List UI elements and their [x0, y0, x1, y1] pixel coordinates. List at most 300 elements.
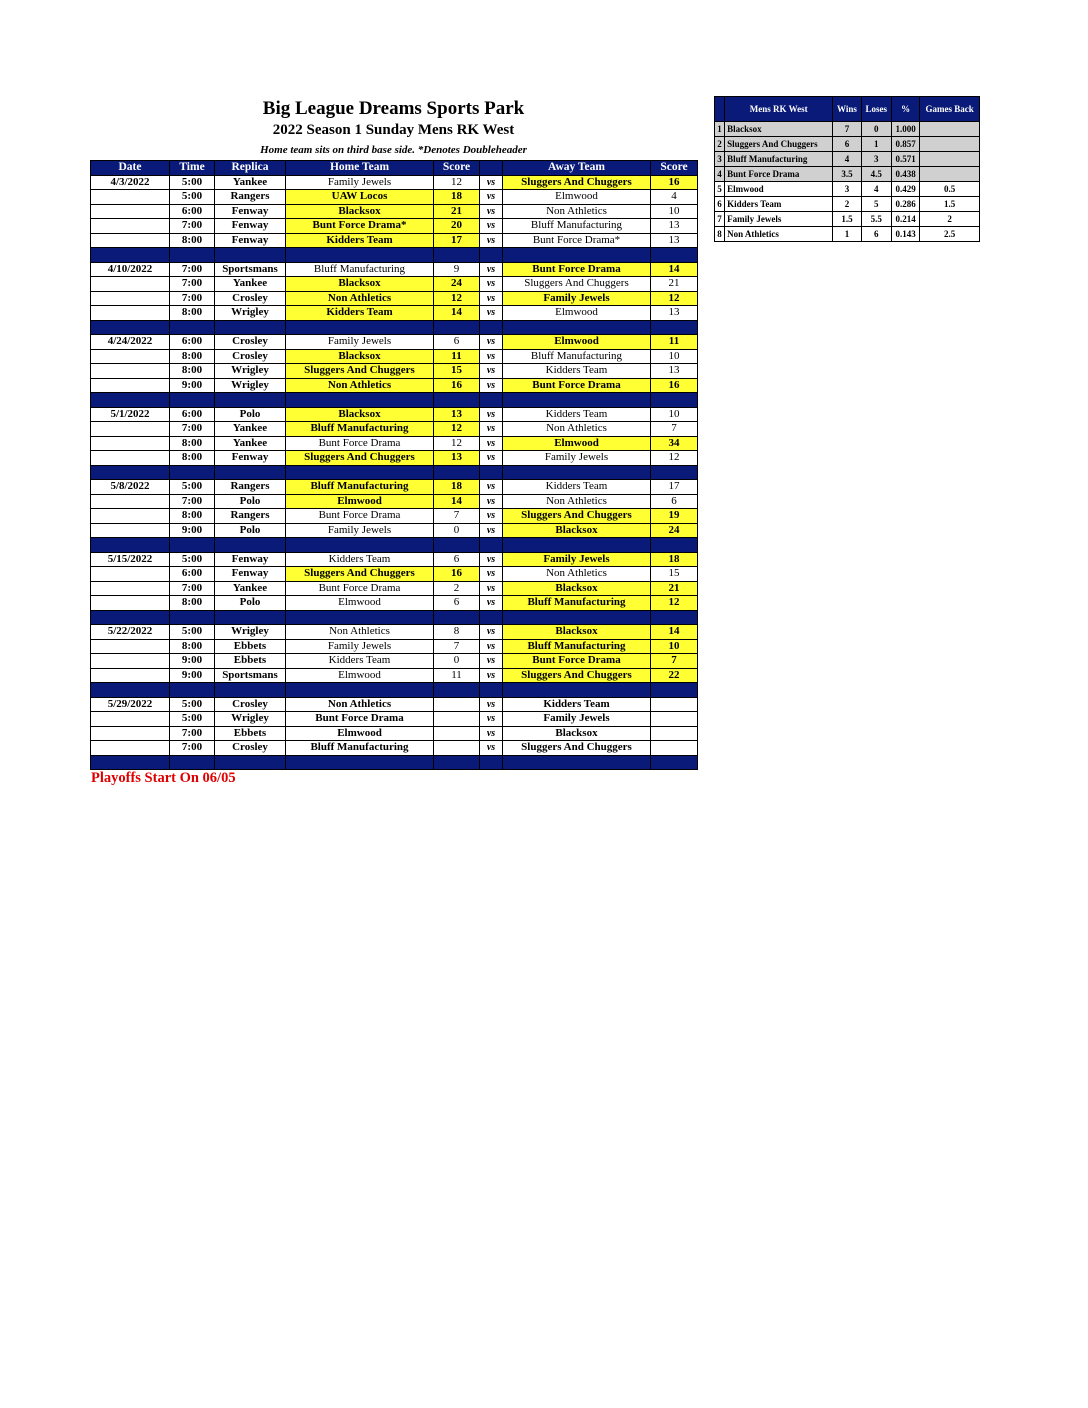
separator-cell: [91, 755, 170, 770]
separator-cell: [286, 320, 434, 335]
separator-cell: [91, 393, 170, 408]
page-title: Big League Dreams Sports Park: [262, 98, 525, 119]
table-row: [91, 219, 698, 234]
home-team: Non Athletics: [286, 291, 434, 306]
table-row: [91, 480, 698, 495]
home-score: 11: [434, 349, 480, 364]
home-score: 7: [434, 509, 480, 524]
game-date: [91, 494, 170, 509]
standings-header-games-back: Games Back: [920, 97, 980, 122]
game-field: Crosley: [215, 335, 286, 350]
table-row: [91, 523, 698, 538]
standings-pct: 0.429: [891, 182, 919, 197]
table-row: [91, 364, 698, 379]
vs-label: vs: [480, 581, 503, 596]
standings-pct: 0.143: [891, 227, 919, 242]
separator-cell: [215, 393, 286, 408]
separator-cell: [215, 755, 286, 770]
game-date: [91, 306, 170, 321]
standings-pct: 0.857: [891, 137, 919, 152]
game-field: Wrigley: [215, 364, 286, 379]
game-date: [91, 639, 170, 654]
standings-header-division: Mens RK West: [725, 97, 833, 122]
away-team: Kidders Team: [503, 480, 651, 495]
separator-cell: [434, 610, 480, 625]
week-separator: [91, 393, 698, 408]
game-date: [91, 581, 170, 596]
away-team: Bunt Force Drama: [503, 378, 651, 393]
home-team: UAW Locos: [286, 190, 434, 205]
game-field: Yankee: [215, 422, 286, 437]
game-date: [91, 233, 170, 248]
away-team: Elmwood: [503, 335, 651, 350]
home-team: Elmwood: [286, 668, 434, 683]
header-home-score: Score: [434, 161, 480, 176]
separator-cell: [91, 465, 170, 480]
separator-cell: [480, 538, 503, 553]
game-field: Rangers: [215, 480, 286, 495]
away-team: Sluggers And Chuggers: [503, 509, 651, 524]
separator-cell: [170, 683, 215, 698]
away-score: 12: [651, 596, 698, 611]
game-time: 8:00: [170, 509, 215, 524]
home-team: Elmwood: [286, 596, 434, 611]
game-time: 5:00: [170, 480, 215, 495]
home-score: 14: [434, 494, 480, 509]
game-field: Sportsmans: [215, 668, 286, 683]
table-row: [91, 233, 698, 248]
separator-cell: [170, 393, 215, 408]
home-team: Sluggers And Chuggers: [286, 364, 434, 379]
away-team: Sluggers And Chuggers: [503, 741, 651, 756]
table-row: [91, 596, 698, 611]
home-team: Bunt Force Drama: [286, 712, 434, 727]
vs-label: vs: [480, 712, 503, 727]
away-team: Sluggers And Chuggers: [503, 668, 651, 683]
home-team: Elmwood: [286, 726, 434, 741]
home-team: Bunt Force Drama*: [286, 219, 434, 234]
away-score: 13: [651, 364, 698, 379]
away-team: Bunt Force Drama: [503, 654, 651, 669]
standings-team: Sluggers And Chuggers: [725, 137, 833, 152]
standings-games-back: [920, 152, 980, 167]
away-team: Kidders Team: [503, 697, 651, 712]
standings-rank: 8: [715, 227, 725, 242]
separator-cell: [480, 320, 503, 335]
table-row: [91, 567, 698, 582]
game-time: 8:00: [170, 349, 215, 364]
home-team: Blacksox: [286, 277, 434, 292]
schedule-table: [90, 160, 698, 770]
separator-cell: [91, 248, 170, 263]
standings-wins: 1.5: [833, 212, 861, 227]
header-replica: Replica: [215, 161, 286, 176]
standings-loses: 0: [861, 122, 891, 137]
separator-cell: [286, 755, 434, 770]
home-team: Bunt Force Drama: [286, 581, 434, 596]
vs-label: vs: [480, 436, 503, 451]
standings-rank: 7: [715, 212, 725, 227]
separator-cell: [503, 320, 651, 335]
away-score: 7: [651, 654, 698, 669]
standings-header-loses: Loses: [861, 97, 891, 122]
away-score: 15: [651, 567, 698, 582]
away-score: [651, 726, 698, 741]
separator-cell: [651, 538, 698, 553]
game-time: 5:00: [170, 625, 215, 640]
away-score: 16: [651, 378, 698, 393]
game-time: 9:00: [170, 523, 215, 538]
game-date: [91, 567, 170, 582]
standings-header-pct: %: [891, 97, 919, 122]
standings-loses: 4.5: [861, 167, 891, 182]
standings-row: [715, 122, 980, 137]
game-date: 5/15/2022: [91, 552, 170, 567]
away-score: 14: [651, 625, 698, 640]
away-score: 10: [651, 349, 698, 364]
home-team: Kidders Team: [286, 306, 434, 321]
game-field: Yankee: [215, 175, 286, 190]
home-score: 16: [434, 378, 480, 393]
vs-label: vs: [480, 451, 503, 466]
game-date: [91, 378, 170, 393]
standings-pct: 1.000: [891, 122, 919, 137]
standings-pct: 0.571: [891, 152, 919, 167]
vs-label: vs: [480, 639, 503, 654]
separator-cell: [480, 683, 503, 698]
standings-row: [715, 197, 980, 212]
game-field: Fenway: [215, 451, 286, 466]
game-time: 8:00: [170, 596, 215, 611]
home-team: Bluff Manufacturing: [286, 262, 434, 277]
home-team: Sluggers And Chuggers: [286, 451, 434, 466]
game-time: 9:00: [170, 378, 215, 393]
game-date: 4/10/2022: [91, 262, 170, 277]
game-field: Yankee: [215, 277, 286, 292]
vs-label: vs: [480, 291, 503, 306]
standings-team: Non Athletics: [725, 227, 833, 242]
away-score: 10: [651, 407, 698, 422]
table-row: [91, 277, 698, 292]
separator-cell: [503, 683, 651, 698]
vs-label: vs: [480, 262, 503, 277]
game-time: 6:00: [170, 204, 215, 219]
separator-cell: [651, 683, 698, 698]
game-date: [91, 654, 170, 669]
vs-label: vs: [480, 480, 503, 495]
table-row: [91, 552, 698, 567]
standings-header-wins: Wins: [833, 97, 861, 122]
home-score: 6: [434, 552, 480, 567]
standings-loses: 1: [861, 137, 891, 152]
standings-loses: 5.5: [861, 212, 891, 227]
table-row: [91, 654, 698, 669]
header-date: Date: [91, 161, 170, 176]
game-date: 5/1/2022: [91, 407, 170, 422]
separator-cell: [434, 320, 480, 335]
game-time: 7:00: [170, 291, 215, 306]
game-field: Wrigley: [215, 712, 286, 727]
away-score: 13: [651, 306, 698, 321]
home-score: 20: [434, 219, 480, 234]
vs-label: vs: [480, 552, 503, 567]
separator-cell: [170, 465, 215, 480]
home-score: 21: [434, 204, 480, 219]
header-vs: [480, 161, 503, 176]
home-team: Family Jewels: [286, 523, 434, 538]
standings-header-rank: [715, 97, 725, 122]
home-score: 6: [434, 335, 480, 350]
game-time: 7:00: [170, 219, 215, 234]
game-time: 8:00: [170, 306, 215, 321]
separator-cell: [215, 683, 286, 698]
vs-label: vs: [480, 364, 503, 379]
game-field: Rangers: [215, 190, 286, 205]
game-field: Crosley: [215, 741, 286, 756]
standings-row: [715, 227, 980, 242]
away-score: 16: [651, 175, 698, 190]
separator-cell: [651, 393, 698, 408]
vs-label: vs: [480, 567, 503, 582]
away-score: 11: [651, 335, 698, 350]
game-field: Fenway: [215, 552, 286, 567]
separator-cell: [170, 320, 215, 335]
away-team: Kidders Team: [503, 364, 651, 379]
game-date: [91, 291, 170, 306]
away-team: Bunt Force Drama: [503, 262, 651, 277]
away-team: Bluff Manufacturing: [503, 349, 651, 364]
game-time: 5:00: [170, 175, 215, 190]
separator-cell: [651, 610, 698, 625]
game-date: [91, 219, 170, 234]
home-team: Bluff Manufacturing: [286, 741, 434, 756]
standings-pct: 0.214: [891, 212, 919, 227]
standings-team: Bluff Manufacturing: [725, 152, 833, 167]
game-field: Fenway: [215, 204, 286, 219]
game-time: 5:00: [170, 712, 215, 727]
standings-wins: 7: [833, 122, 861, 137]
standings-wins: 2: [833, 197, 861, 212]
standings-rank: 6: [715, 197, 725, 212]
game-date: [91, 509, 170, 524]
away-team: Elmwood: [503, 306, 651, 321]
home-score: [434, 697, 480, 712]
schedule-body: [91, 175, 698, 770]
away-team: Sluggers And Chuggers: [503, 175, 651, 190]
away-team: Blacksox: [503, 523, 651, 538]
vs-label: vs: [480, 190, 503, 205]
week-separator: [91, 248, 698, 263]
separator-cell: [215, 248, 286, 263]
standings-wins: 3: [833, 182, 861, 197]
home-score: [434, 741, 480, 756]
standings-rank: 1: [715, 122, 725, 137]
separator-cell: [480, 393, 503, 408]
standings-rank: 3: [715, 152, 725, 167]
game-date: [91, 436, 170, 451]
game-field: Yankee: [215, 581, 286, 596]
playoffs-notice: Playoffs Start On 06/05: [91, 770, 236, 786]
game-field: Fenway: [215, 567, 286, 582]
standings-rank: 2: [715, 137, 725, 152]
week-separator: [91, 755, 698, 770]
home-team: Non Athletics: [286, 625, 434, 640]
standings-team: Family Jewels: [725, 212, 833, 227]
away-team: Family Jewels: [503, 712, 651, 727]
home-score: 2: [434, 581, 480, 596]
vs-label: vs: [480, 233, 503, 248]
game-time: 7:00: [170, 741, 215, 756]
home-team: Elmwood: [286, 494, 434, 509]
header-away-score: Score: [651, 161, 698, 176]
separator-cell: [651, 465, 698, 480]
game-field: Wrigley: [215, 625, 286, 640]
away-score: 17: [651, 480, 698, 495]
away-score: 12: [651, 291, 698, 306]
game-field: Wrigley: [215, 378, 286, 393]
away-score: 18: [651, 552, 698, 567]
week-separator: [91, 465, 698, 480]
home-team: Kidders Team: [286, 233, 434, 248]
vs-label: vs: [480, 349, 503, 364]
vs-label: vs: [480, 219, 503, 234]
separator-cell: [170, 755, 215, 770]
vs-label: vs: [480, 654, 503, 669]
game-time: 6:00: [170, 407, 215, 422]
home-team: Bunt Force Drama: [286, 436, 434, 451]
game-time: 5:00: [170, 697, 215, 712]
game-time: 6:00: [170, 567, 215, 582]
separator-cell: [91, 610, 170, 625]
vs-label: vs: [480, 523, 503, 538]
away-team: Non Athletics: [503, 494, 651, 509]
away-score: 21: [651, 277, 698, 292]
away-score: 21: [651, 581, 698, 596]
vs-label: vs: [480, 277, 503, 292]
home-team: Family Jewels: [286, 639, 434, 654]
header-home-team: Home Team: [286, 161, 434, 176]
game-field: Ebbets: [215, 654, 286, 669]
home-score: 0: [434, 654, 480, 669]
home-score: [434, 726, 480, 741]
away-team: Elmwood: [503, 190, 651, 205]
home-score: 8: [434, 625, 480, 640]
table-row: [91, 291, 698, 306]
separator-cell: [286, 538, 434, 553]
table-row: [91, 335, 698, 350]
standings-games-back: 2: [920, 212, 980, 227]
vs-label: vs: [480, 407, 503, 422]
separator-cell: [286, 610, 434, 625]
table-row: [91, 581, 698, 596]
separator-cell: [170, 538, 215, 553]
standings-wins: 6: [833, 137, 861, 152]
standings-games-back: [920, 137, 980, 152]
home-score: 16: [434, 567, 480, 582]
game-field: Polo: [215, 494, 286, 509]
separator-cell: [286, 393, 434, 408]
away-score: 14: [651, 262, 698, 277]
vs-label: vs: [480, 175, 503, 190]
week-separator: [91, 610, 698, 625]
home-score: 13: [434, 407, 480, 422]
game-field: Polo: [215, 407, 286, 422]
game-date: [91, 277, 170, 292]
game-time: 7:00: [170, 277, 215, 292]
game-date: [91, 364, 170, 379]
away-team: Bluff Manufacturing: [503, 639, 651, 654]
home-score: 24: [434, 277, 480, 292]
table-row: [91, 436, 698, 451]
vs-label: vs: [480, 625, 503, 640]
game-field: Fenway: [215, 233, 286, 248]
home-team: Non Athletics: [286, 697, 434, 712]
home-team: Bluff Manufacturing: [286, 480, 434, 495]
standings-pct: 0.286: [891, 197, 919, 212]
away-score: 6: [651, 494, 698, 509]
separator-cell: [286, 683, 434, 698]
home-score: 18: [434, 190, 480, 205]
separator-cell: [434, 393, 480, 408]
game-field: Ebbets: [215, 639, 286, 654]
home-score: 15: [434, 364, 480, 379]
vs-label: vs: [480, 596, 503, 611]
home-score: 11: [434, 668, 480, 683]
game-date: 4/3/2022: [91, 175, 170, 190]
separator-cell: [503, 610, 651, 625]
standings-header-row: [715, 97, 980, 122]
game-time: 7:00: [170, 581, 215, 596]
home-score: 0: [434, 523, 480, 538]
separator-cell: [170, 248, 215, 263]
separator-cell: [480, 248, 503, 263]
away-team: Family Jewels: [503, 552, 651, 567]
header-away-team: Away Team: [503, 161, 651, 176]
game-date: [91, 451, 170, 466]
table-row: [91, 306, 698, 321]
standings-games-back: [920, 167, 980, 182]
table-row: [91, 175, 698, 190]
standings-rank: 5: [715, 182, 725, 197]
game-date: 5/22/2022: [91, 625, 170, 640]
away-score: [651, 697, 698, 712]
table-row: [91, 190, 698, 205]
standings-row: [715, 182, 980, 197]
game-time: 7:00: [170, 726, 215, 741]
separator-cell: [434, 538, 480, 553]
game-time: 6:00: [170, 335, 215, 350]
table-row: [91, 741, 698, 756]
away-score: 7: [651, 422, 698, 437]
away-team: Family Jewels: [503, 451, 651, 466]
home-score: 18: [434, 480, 480, 495]
standings-team: Elmwood: [725, 182, 833, 197]
game-time: 8:00: [170, 451, 215, 466]
home-team: Non Athletics: [286, 378, 434, 393]
home-score: 9: [434, 262, 480, 277]
home-score: 12: [434, 291, 480, 306]
game-field: Polo: [215, 523, 286, 538]
game-date: [91, 596, 170, 611]
vs-label: vs: [480, 422, 503, 437]
away-score: [651, 741, 698, 756]
separator-cell: [91, 538, 170, 553]
vs-label: vs: [480, 204, 503, 219]
game-field: Fenway: [215, 219, 286, 234]
game-date: 5/8/2022: [91, 480, 170, 495]
home-score: 12: [434, 436, 480, 451]
table-row: [91, 378, 698, 393]
